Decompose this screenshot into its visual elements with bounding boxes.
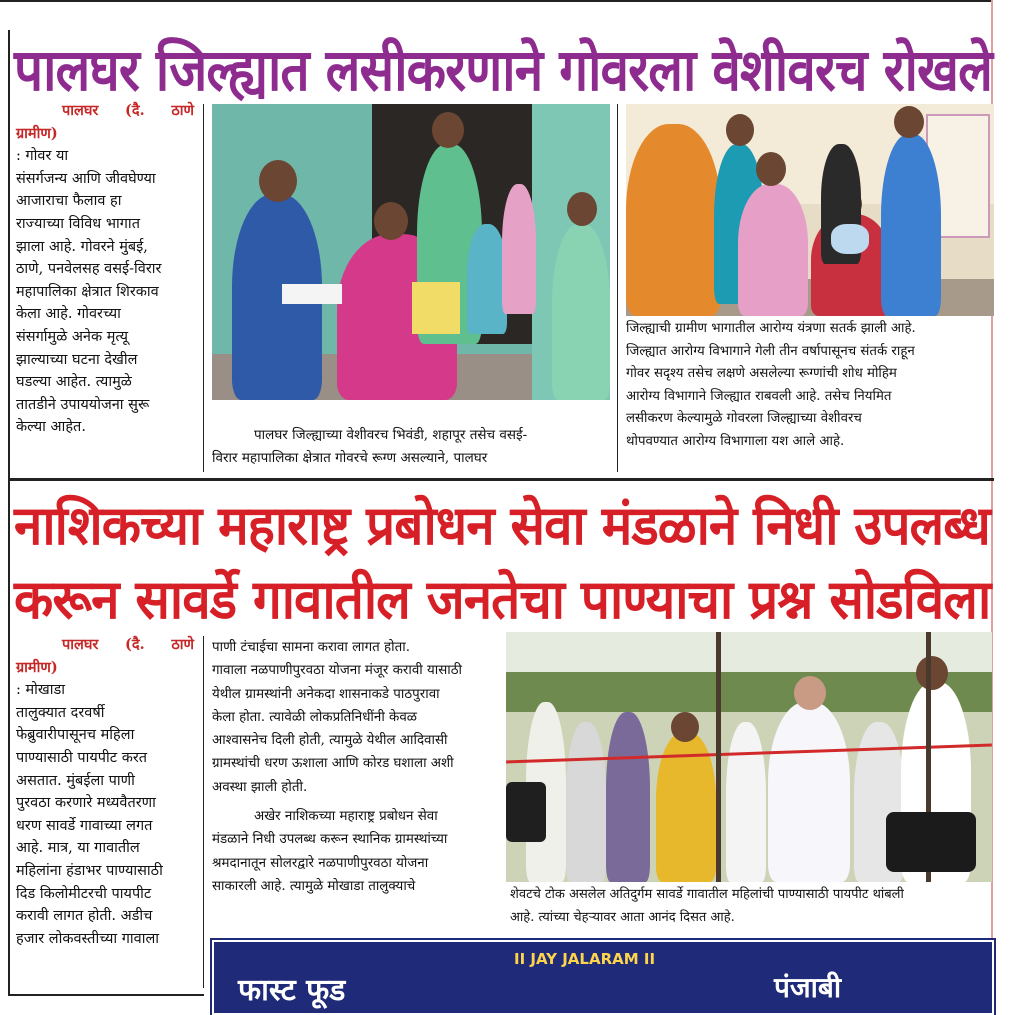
text-line: येथील ग्रामस्थांनी अनेकदा शासनाकडे पाठपुरावा [212, 686, 440, 702]
text-line: गावाला नळपाणीपुरवठा योजना मंजूर करावी यासाठी [212, 663, 462, 679]
text-line: संसर्गजन्य आणि जीवघेण्या [16, 170, 156, 187]
story2-photo-inauguration [506, 632, 992, 882]
text-line: पुरवठा करणारे मध्यवैतरणा [16, 795, 156, 812]
text-line: केला आहे. गोवरच्या [16, 306, 121, 323]
story2-left-column [16, 634, 194, 950]
text-line: श्रमदानातून सोलरद्वारे नळपाणीपुरवठा योजना [212, 855, 429, 871]
text-line: जिल्ह्यात आरोग्य विभागाने गेली तीन वर्षापासूनच संतर्क राहून [626, 343, 915, 359]
advertisement-banner [212, 940, 994, 1015]
ad-left-text: फास्ट फूड [238, 973, 346, 1008]
story1-column-rule-left [203, 104, 204, 472]
text-line: आहे. त्यांच्या चेहऱ्यावर आता आनंद दिसत आहे. [510, 909, 735, 925]
story2-headline-line2: करून सावर्डे गावातील जनतेचा पाण्याचा प्रश्न सोडविला [14, 568, 991, 631]
text-line: मंडळाने निधी उपलब्ध करून स्थानिक ग्रामस्थांच्या [212, 832, 448, 848]
text-line: : गोवर या [16, 148, 69, 165]
text-line: आहे. मात्र, या गावातील [16, 840, 140, 857]
text-line: अवस्था झाली होती. [212, 779, 308, 795]
text-line: घडल्या आहेत. त्यामुळे [16, 374, 132, 391]
text-line: दिड किलोमीटरची पायपीट [16, 885, 152, 902]
story1-left-lines [16, 145, 194, 439]
text-line: राज्याच्या विविध भागात [16, 215, 140, 232]
left-column-rule [8, 30, 10, 995]
text-line: पाण्यासाठी पायपीट करत [16, 749, 148, 766]
ad-top-line: II JAY JALARAM II [514, 950, 656, 968]
text-line: : मोखाडा [16, 682, 66, 699]
text-line: तातडीने उपाययोजना सुरू [16, 396, 150, 413]
story1-right-text [626, 318, 994, 453]
story2-column-rule-left [203, 636, 204, 988]
text-line: असतात. मुंबईला पाणी [16, 772, 135, 789]
story1-photo-vaccination [212, 104, 610, 400]
text-line: झाल्याच्या घटना देखील [16, 351, 138, 368]
text-line: जिल्ह्याची ग्रामीण भागातील आरोग्य यंत्रणा सतर्क झाली आहे. [626, 321, 916, 336]
text-line: झाला आहे. गोवरने मुंबई, [16, 238, 148, 255]
text-line: साकारली आहे. त्यामुळे मोखाडा तालुक्याचे [212, 878, 416, 894]
ad-right-text: पंजाबी [774, 971, 842, 1004]
story1-photo-clinic [626, 104, 994, 316]
text-line: तालुक्यात दरवर्षी [16, 704, 105, 721]
story1-dateline: पालघर (दै. ठाणे ग्रामीण) [16, 102, 194, 142]
story2-middle-column [212, 636, 504, 898]
story1-center-text [212, 424, 610, 469]
story1-headline: पालघर जिल्ह्यात लसीकरणाने गोवरला वेशीवरच रोखले [14, 36, 993, 104]
text-line: विरार महापालिका क्षेत्रात गोवरचे रूग्ण असल्याने, पालघर [212, 449, 488, 466]
text-line: फेब्रुवारीपासूनच महिला [16, 727, 135, 744]
text-line: करावी लागत होती. अडीच [16, 908, 153, 925]
text-line: आजाराचा फैलाव हा [16, 193, 122, 210]
story1-column-rule-right [617, 104, 618, 472]
text-line: शेवटचे टोक असलेल अतिदुर्गम सावर्डे गावातील महिलांची पाण्यासाठी पायपीट थांबली [510, 887, 904, 902]
text-line: पालघर जिल्ह्याच्या वेशीवरच भिवंडी, शहापूर तसेच वसई- [254, 427, 528, 443]
text-line: आरोग्य विभागाने जिल्ह्यात राबवली आहे. तसेच नियमित [626, 388, 892, 404]
story2-headline-line1: नाशिकच्या महाराष्ट्र प्रबोधन सेवा मंडळाने निधी उपलब्ध [14, 494, 990, 557]
text-line: महापालिका क्षेत्रात शिरकाव [16, 283, 159, 300]
top-border [0, 0, 992, 2]
text-line: आश्वासनेच दिली होती, त्यामुळे येथील आदिवासी [212, 733, 448, 749]
section-divider [8, 478, 994, 481]
text-line: थोपवण्यात आरोग्य विभागाला यश आले आहे. [626, 433, 845, 449]
text-line: अखेर नाशिकच्या महाराष्ट्र प्रबोधन सेवा [254, 809, 438, 825]
bottom-left-rule [8, 994, 204, 996]
text-line: महिलांना हंडाभर पाण्यासाठी [16, 862, 163, 879]
story1-left-column [16, 100, 194, 439]
text-line: पाणी टंचाईचा सामना करावा लागत होता. [212, 640, 410, 655]
text-line: संसर्गामुळे अनेक मृत्यू [16, 328, 128, 345]
text-line: गोवर सदृश्य तसेच लक्षणे असलेल्या रूग्णांची शोध मोहिम [626, 366, 897, 381]
text-line: ठाणे, पनवेलसह वसई-विरार [16, 261, 162, 278]
text-line: ग्रामस्थांची धरण ऊशाला आणि कोरड घशाला अशी [212, 756, 454, 772]
text-line: हजार लोकवस्तीच्या गावाला [16, 930, 160, 947]
text-line: केल्या आहेत. [16, 419, 86, 436]
text-line: केला होता. त्यावेळी लोकप्रतिनिधींनी केवळ [212, 709, 417, 725]
text-line: धरण सावर्डे गावाच्या लगत [16, 817, 153, 834]
text-line: लसीकरण केल्यामुळे गोवरला जिल्ह्याच्या वेशीवरच [626, 411, 862, 426]
story2-dateline: पालघर (दै. ठाणे ग्रामीण) [16, 636, 194, 676]
story2-photo-caption [510, 884, 996, 929]
